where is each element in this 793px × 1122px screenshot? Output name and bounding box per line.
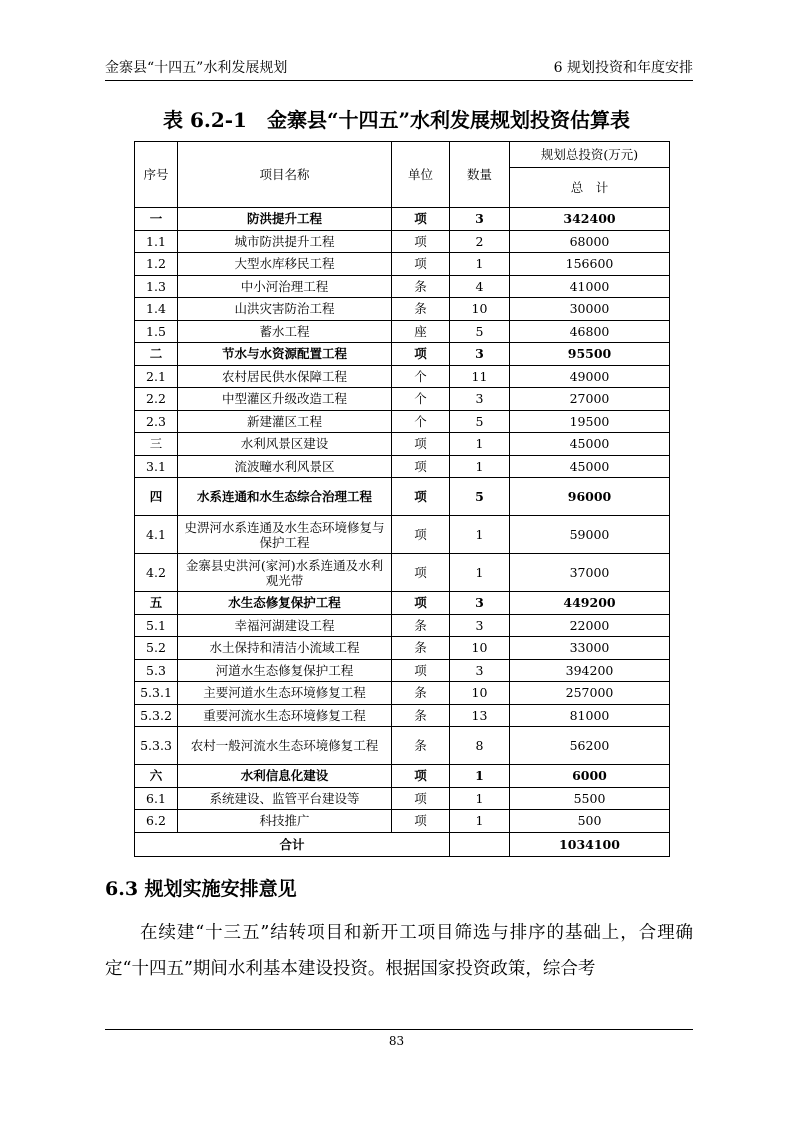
table-row: [135, 810, 670, 833]
cell-total: 81000: [510, 704, 670, 727]
page-number: 83: [388, 1034, 405, 1048]
table-row: [135, 682, 670, 705]
cell-qty: 1: [450, 787, 510, 810]
cell-total: 45000: [510, 433, 670, 456]
cell-seq: 5.3: [135, 659, 178, 682]
cell-qty: 10: [450, 298, 510, 321]
table-row: [135, 410, 670, 433]
cell-name: 城市防洪提升工程: [178, 230, 392, 253]
cell-unit: 项: [392, 230, 450, 253]
cell-total: 500: [510, 810, 670, 833]
header-qty: 数量: [450, 142, 510, 208]
cell-unit: 项: [392, 787, 450, 810]
cell-seq: 1.2: [135, 253, 178, 276]
header-seq: 序号: [135, 142, 178, 208]
cell-seq: 2.2: [135, 388, 178, 411]
cell-unit: 项: [392, 810, 450, 833]
table-title: 表 6.2-1 金寨县“十四五”水利发展规划投资估算表: [163, 108, 630, 132]
cell-name: 大型水库移民工程: [178, 253, 392, 276]
cell-qty: 1: [450, 253, 510, 276]
cell-name: 系统建设、监管平台建设等: [178, 787, 392, 810]
table-row: [135, 275, 670, 298]
cell-total: 59000: [510, 516, 670, 554]
cell-name: 中小河治理工程: [178, 275, 392, 298]
cell-unit: 条: [392, 637, 450, 660]
cell-name: 山洪灾害防治工程: [178, 298, 392, 321]
header-invest: 规划总投资(万元): [510, 142, 670, 168]
table-row: [135, 554, 670, 592]
cell-unit: 项: [392, 592, 450, 615]
cell-seq: 5.3.3: [135, 727, 178, 765]
cell-total: 37000: [510, 554, 670, 592]
table-row: [135, 659, 670, 682]
cell-name: 新建灌区工程: [178, 410, 392, 433]
cell-qty: 1: [450, 810, 510, 833]
cell-qty: 1: [450, 516, 510, 554]
table-row: [135, 592, 670, 615]
cell-total: 56200: [510, 727, 670, 765]
investment-table: [134, 141, 670, 857]
cell-name: 流波疃水利风景区: [178, 455, 392, 478]
cell-total: 449200: [510, 592, 670, 615]
footer-divider: [105, 1029, 693, 1030]
cell-unit: 项: [392, 253, 450, 276]
cell-unit: 条: [392, 682, 450, 705]
cell-name: 重要河流水生态环境修复工程: [178, 704, 392, 727]
cell-unit: 项: [392, 433, 450, 456]
cell-total: 27000: [510, 388, 670, 411]
sum-qty: [450, 832, 510, 856]
cell-total: 19500: [510, 410, 670, 433]
cell-unit: 个: [392, 388, 450, 411]
cell-name: 科技推广: [178, 810, 392, 833]
cell-total: 30000: [510, 298, 670, 321]
header-right: 6 规划投资和年度安排: [553, 60, 693, 76]
cell-qty: 8: [450, 727, 510, 765]
cell-seq: 二: [135, 343, 178, 366]
cell-name: 节水与水资源配置工程: [178, 343, 392, 366]
cell-qty: 5: [450, 410, 510, 433]
cell-total: 394200: [510, 659, 670, 682]
cell-total: 95500: [510, 343, 670, 366]
page-header: [105, 55, 693, 79]
cell-name: 农村一般河流水生态环境修复工程: [178, 727, 392, 765]
cell-seq: 2.1: [135, 365, 178, 388]
cell-seq: 2.3: [135, 410, 178, 433]
cell-total: 156600: [510, 253, 670, 276]
table-row: [135, 765, 670, 788]
cell-qty: 13: [450, 704, 510, 727]
cell-qty: 3: [450, 592, 510, 615]
table-row: [135, 704, 670, 727]
cell-seq: 1.3: [135, 275, 178, 298]
cell-name: 水系连通和水生态综合治理工程: [178, 478, 392, 516]
sum-label: 合计: [135, 832, 450, 856]
cell-unit: 条: [392, 275, 450, 298]
header-divider: [105, 80, 693, 81]
cell-name: 金寨县史洪河(家河)水系连通及水利观光带: [178, 554, 392, 592]
cell-name: 主要河道水生态环境修复工程: [178, 682, 392, 705]
cell-unit: 项: [392, 343, 450, 366]
cell-unit: 个: [392, 410, 450, 433]
cell-qty: 3: [450, 208, 510, 231]
cell-unit: 项: [392, 554, 450, 592]
body-paragraph: 在续建“十三五”结转项目和新开工项目筛选与排序的基础上，合理确定“十四五”期间水利基本建设投资。根据国家投资政策，综合考: [105, 923, 693, 979]
table-row: [135, 365, 670, 388]
table-row: [135, 343, 670, 366]
cell-name: 史淠河水系连通及水生态环境修复与保护工程: [178, 516, 392, 554]
cell-seq: 3.1: [135, 455, 178, 478]
cell-seq: 5.2: [135, 637, 178, 660]
cell-qty: 10: [450, 637, 510, 660]
cell-seq: 1.5: [135, 320, 178, 343]
cell-total: 257000: [510, 682, 670, 705]
cell-name: 幸福河湖建设工程: [178, 614, 392, 637]
cell-name: 防洪提升工程: [178, 208, 392, 231]
cell-qty: 5: [450, 478, 510, 516]
header-name: 项目名称: [178, 142, 392, 208]
table-row: [135, 614, 670, 637]
cell-unit: 项: [392, 478, 450, 516]
table-row: [135, 637, 670, 660]
cell-total: 45000: [510, 455, 670, 478]
cell-total: 41000: [510, 275, 670, 298]
header-left: 金寨县“十四五”水利发展规划: [105, 60, 288, 76]
header-unit: 单位: [392, 142, 450, 208]
cell-seq: 五: [135, 592, 178, 615]
cell-seq: 六: [135, 765, 178, 788]
cell-unit: 个: [392, 365, 450, 388]
cell-name: 水利风景区建设: [178, 433, 392, 456]
table-row: [135, 208, 670, 231]
table-row: [135, 727, 670, 765]
section-title: 6.3 规划实施安排意见: [105, 878, 297, 900]
cell-qty: 2: [450, 230, 510, 253]
cell-qty: 3: [450, 343, 510, 366]
cell-total: 68000: [510, 230, 670, 253]
cell-total: 49000: [510, 365, 670, 388]
cell-qty: 1: [450, 554, 510, 592]
cell-seq: 一: [135, 208, 178, 231]
cell-qty: 4: [450, 275, 510, 298]
cell-qty: 10: [450, 682, 510, 705]
cell-seq: 三: [135, 433, 178, 456]
cell-name: 中型灌区升级改造工程: [178, 388, 392, 411]
table-row: [135, 516, 670, 554]
cell-seq: 5.1: [135, 614, 178, 637]
cell-total: 342400: [510, 208, 670, 231]
cell-seq: 6.2: [135, 810, 178, 833]
cell-qty: 1: [450, 765, 510, 788]
sum-total: 1034100: [510, 832, 670, 856]
sum-row: [135, 832, 670, 856]
cell-name: 河道水生态修复保护工程: [178, 659, 392, 682]
cell-unit: 项: [392, 455, 450, 478]
table-row: [135, 230, 670, 253]
cell-qty: 1: [450, 433, 510, 456]
table-row: [135, 298, 670, 321]
cell-unit: 项: [392, 208, 450, 231]
cell-name: 水土保持和清洁小流域工程: [178, 637, 392, 660]
cell-total: 5500: [510, 787, 670, 810]
cell-total: 33000: [510, 637, 670, 660]
cell-total: 6000: [510, 765, 670, 788]
header-total: 总 计: [510, 168, 670, 208]
cell-unit: 项: [392, 765, 450, 788]
cell-qty: 11: [450, 365, 510, 388]
cell-unit: 项: [392, 659, 450, 682]
table-row: [135, 433, 670, 456]
cell-seq: 6.1: [135, 787, 178, 810]
cell-qty: 3: [450, 614, 510, 637]
table-row: [135, 787, 670, 810]
table-body: [135, 208, 670, 857]
cell-seq: 1.4: [135, 298, 178, 321]
cell-name: 水生态修复保护工程: [178, 592, 392, 615]
cell-qty: 5: [450, 320, 510, 343]
table-row: [135, 455, 670, 478]
cell-unit: 条: [392, 727, 450, 765]
cell-name: 蓄水工程: [178, 320, 392, 343]
cell-qty: 1: [450, 455, 510, 478]
table-row: [135, 253, 670, 276]
cell-seq: 4.1: [135, 516, 178, 554]
cell-seq: 5.3.2: [135, 704, 178, 727]
cell-seq: 5.3.1: [135, 682, 178, 705]
cell-qty: 3: [450, 388, 510, 411]
cell-name: 农村居民供水保障工程: [178, 365, 392, 388]
table-row: [135, 320, 670, 343]
cell-unit: 项: [392, 516, 450, 554]
cell-seq: 四: [135, 478, 178, 516]
table-row: [135, 478, 670, 516]
table-row: [135, 388, 670, 411]
cell-unit: 座: [392, 320, 450, 343]
cell-qty: 3: [450, 659, 510, 682]
cell-unit: 条: [392, 704, 450, 727]
cell-total: 46800: [510, 320, 670, 343]
cell-seq: 4.2: [135, 554, 178, 592]
cell-total: 22000: [510, 614, 670, 637]
cell-total: 96000: [510, 478, 670, 516]
cell-seq: 1.1: [135, 230, 178, 253]
cell-name: 水利信息化建设: [178, 765, 392, 788]
cell-unit: 条: [392, 298, 450, 321]
cell-unit: 条: [392, 614, 450, 637]
